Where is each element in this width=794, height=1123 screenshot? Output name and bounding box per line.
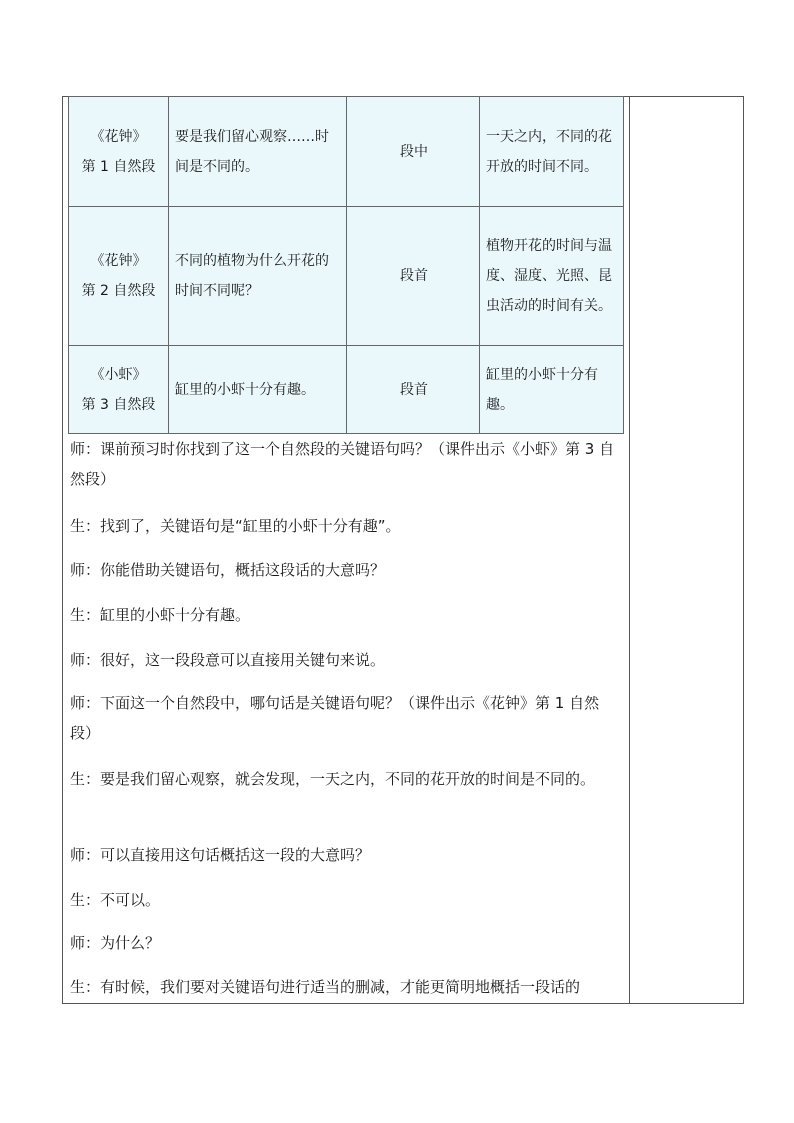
dialogue-line: 生：有时候，我们要对关键语句进行适当的删减，才能更简明地概括一段话的 [70,978,581,996]
source-title: 《花钟》 [90,128,147,145]
dialogue-line: 师：可以直接用这句话概括这一段的大意吗？ [70,846,371,864]
meaning-cell: 一天之内，不同的花开放的时间不同。 [480,97,624,207]
dialogue-line: 师：你能借助关键语句，概括这段话的大意吗？ [70,561,386,579]
table-row [69,346,624,434]
key-sentence-cell: 要是我们留心观察……时间是不同的。 [169,97,347,207]
dialogue-line: 师：下面这一个自然段中，哪句话是关键语句呢？（课件出示《花钟》第 1 自然段） [70,694,600,742]
right-column-divider [629,96,630,1004]
dialogue-line: 生：缸里的小虾十分有趣。 [70,606,251,624]
dialogue-line: 生：找到了，关键语句是“缸里的小虾十分有趣”。 [70,517,401,535]
table-row [69,97,624,207]
dialogue-line: 师：为什么？ [70,934,161,952]
dialogue-line: 师：课前预习时你找到了这一个自然段的关键语句吗？（课件出示《小虾》第 3 自然段） [70,440,615,488]
key-sentence-cell: 不同的植物为什么开花的时间不同呢？ [169,207,347,346]
table-row [69,207,624,346]
dialogue-line: 师：很好，这一段段意可以直接用关键句来说。 [70,651,386,669]
source-cell [69,97,169,207]
source-cell [69,207,169,346]
dialogue-line: 生：要是我们留心观察，就会发现，一天之内，不同的花开放的时间是不同的。 [70,770,596,788]
source-title: 《花钟》 [90,253,147,269]
source-cell [69,346,169,434]
source-paragraph: 第 2 自然段 [81,283,156,299]
position-cell: 段首 [347,346,480,434]
position-cell: 段首 [347,207,480,346]
key-sentence-cell: 缸里的小虾十分有趣。 [169,346,347,434]
key-sentence-table [68,96,624,434]
source-paragraph: 第 1 自然段 [81,158,156,175]
meaning-cell: 缸里的小虾十分有趣。 [480,346,624,434]
source-title: 《小虾》 [90,366,147,383]
position-cell: 段中 [347,97,480,207]
source-paragraph: 第 3 自然段 [81,396,156,413]
meaning-cell: 植物开花的时间与温度、湿度、光照、昆虫活动的时间有关。 [480,207,624,346]
dialogue-line: 生：不可以。 [70,891,161,909]
